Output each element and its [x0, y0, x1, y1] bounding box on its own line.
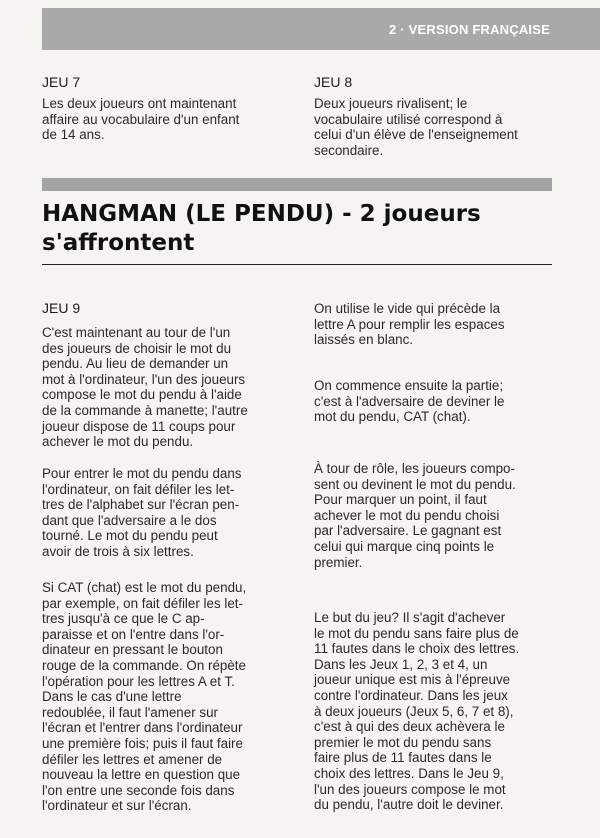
- right-paragraph-1: On utilise le vide qui précède la lettre A pour remplir les espaces laissés en blanc.: [314, 301, 505, 348]
- left-paragraph-3: Si CAT (chat) est le mot du pendu, par exemple, on fait défiler les let- tres jusqu'à ce que le C ap- paraisse et on l'entre dans l'or- dinateur en pressant le bouton rouge de la commande. On répète l'opération pour les lettres A et T. Dans le cas d'une lettre redoublée, il faut l'amener sur l'écran et l'entrer dans l'ordinateur une première fois; puis il faut faire défiler les lettres et amener de nouveau la lettre en question que l'on entre une seconde fois dans l'ordinateur et sur l'écran.: [42, 580, 247, 814]
- page-header-label: 2 · VERSION FRANÇAISE: [389, 22, 550, 37]
- jeu-8-heading: JEU 8: [314, 74, 353, 90]
- jeu-7-heading: JEU 7: [42, 74, 81, 90]
- right-paragraph-4: Le but du jeu? Il s'agit d'achever le mot du pendu sans faire plus de 11 fautes dans le choix des lettres. Dans les Jeux 1, 2, 3 et 4, un joueur unique est mis à l'épreuve contre l'ordinateur. Dans les jeux à deux joueurs (Jeux 5, 6, 7 et 8), c'est à qui des deux achèvera le premier le mot du pendu sans faire plus de 11 fautes dans le choix des lettres. Dans le Jeu 9, l'un des joueurs compose le mot du pendu, l'autre doit le deviner.: [314, 610, 520, 813]
- section-title-line-1: HANGMAN (LE PENDU) - 2 joueurs: [42, 201, 481, 227]
- right-paragraph-3: À tour de rôle, les joueurs compo- sent ou devinent le mot du pendu. Pour marquer un point, il faut achever le mot du pendu choisi par l'adversaire. Le gagnant est celui qui marque cinq points le premier.: [314, 461, 516, 570]
- section-title: [42, 200, 562, 258]
- left-paragraph-1: C'est maintenant au tour de l'un des joueurs de choisir le mot du pendu. Au lieu de demander un mot à l'ordinateur, l'un des joueurs compose le mot du pendu à l'aide de la commande à manette; l'autre joueur dispose de 11 coups pour achever le mot du pendu.: [42, 325, 248, 450]
- jeu-9-heading: JEU 9: [42, 300, 81, 316]
- jeu-7-text: Les deux joueurs ont maintenant affaire au vocabulaire d'un enfant de 14 ans.: [42, 96, 240, 143]
- section-title-line-2: s'affrontent: [42, 230, 195, 256]
- left-paragraph-2: Pour entrer le mot du pendu dans l'ordinateur, on fait défiler les let- tres de l'alphabet sur l'écran pen- dant que l'adversaire a le dos tourné. Le mot du pendu peut avoir de trois à six lettres.: [42, 466, 242, 559]
- section-divider-bar: [42, 178, 552, 191]
- title-underline: [42, 264, 552, 265]
- jeu-8-block: [314, 74, 564, 158]
- right-paragraph-2: On commence ensuite la partie; c'est à l'adversaire de deviner le mot du pendu, CAT (chat).: [314, 378, 505, 425]
- jeu-7-block: [42, 74, 292, 143]
- jeu-8-text: Deux joueurs rivalisent; le vocabulaire utilisé correspond à celui d'un élève de l'enseignement secondaire.: [314, 96, 518, 158]
